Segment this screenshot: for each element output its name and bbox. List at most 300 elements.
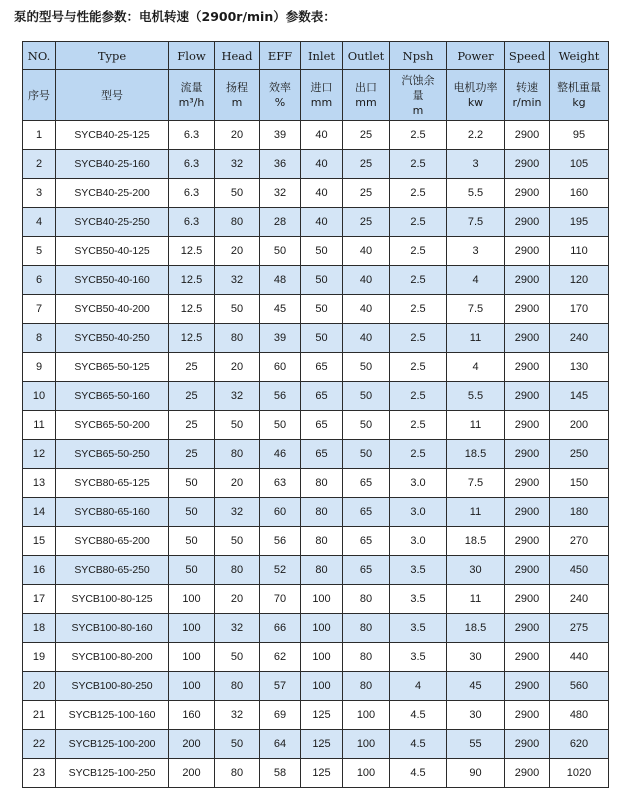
column-header-cn-line: 整机重量 (557, 81, 601, 94)
table-cell: SYCB100-80-250 (56, 672, 169, 701)
table-cell: 50 (301, 237, 343, 266)
table-cell: 23 (23, 759, 56, 788)
table-cell: SYCB80-65-125 (56, 469, 169, 498)
table-cell: 40 (301, 121, 343, 150)
table-cell: SYCB100-80-200 (56, 643, 169, 672)
table-cell: 15 (23, 527, 56, 556)
table-cell: SYCB50-40-250 (56, 324, 169, 353)
column-header-en: Speed (505, 42, 550, 70)
table-cell: 2900 (505, 295, 550, 324)
table-cell: 125 (301, 701, 343, 730)
table-cell: 19 (23, 643, 56, 672)
column-header-en: EFF (260, 42, 301, 70)
table-cell: 450 (550, 556, 609, 585)
table-cell: 56 (260, 527, 301, 556)
table-cell: 58 (260, 759, 301, 788)
table-cell: 39 (260, 324, 301, 353)
column-header-cn-line: 扬程 (226, 81, 248, 94)
table-cell: 50 (343, 440, 390, 469)
table-cell: 4 (447, 353, 505, 382)
table-row (23, 324, 609, 353)
table-cell: 2900 (505, 179, 550, 208)
table-row (23, 759, 609, 788)
table-cell: 2900 (505, 469, 550, 498)
table-cell: 100 (301, 643, 343, 672)
table-cell: 16 (23, 556, 56, 585)
table-row (23, 672, 609, 701)
table-cell: 6.3 (169, 179, 215, 208)
column-header-en: Head (215, 42, 260, 70)
table-cell: 2900 (505, 266, 550, 295)
table-cell: 480 (550, 701, 609, 730)
table-cell: 65 (301, 353, 343, 382)
table-cell: 125 (301, 759, 343, 788)
table-cell: 5.5 (447, 179, 505, 208)
column-header-en: Power (447, 42, 505, 70)
table-cell: 20 (215, 585, 260, 614)
table-cell: 50 (301, 324, 343, 353)
table-cell: SYCB100-80-160 (56, 614, 169, 643)
column-header-en: Inlet (301, 42, 343, 70)
table-cell: 39 (260, 121, 301, 150)
table-cell: 100 (301, 614, 343, 643)
table-cell: 2900 (505, 324, 550, 353)
table-cell: 240 (550, 324, 609, 353)
table-cell: 200 (169, 759, 215, 788)
table-cell: 80 (343, 672, 390, 701)
table-cell: 65 (301, 440, 343, 469)
table-cell: 80 (215, 759, 260, 788)
table-cell: 60 (260, 498, 301, 527)
table-cell: 2.5 (390, 382, 447, 411)
table-cell: 4.5 (390, 701, 447, 730)
table-cell: 4 (390, 672, 447, 701)
table-cell: 3.0 (390, 498, 447, 527)
table-body (23, 121, 609, 788)
table-cell: 3.5 (390, 556, 447, 585)
column-header-cn-line: 转速 (516, 81, 538, 94)
table-row (23, 498, 609, 527)
table-cell: 2.5 (390, 150, 447, 179)
table-cell: 7.5 (447, 469, 505, 498)
page-title: 泵的型号与性能参数：电机转速（2900r/min）参数表： (14, 9, 336, 24)
table-cell: 32 (215, 266, 260, 295)
table-row (23, 208, 609, 237)
table-cell: 10 (23, 382, 56, 411)
table-cell: 48 (260, 266, 301, 295)
table-cell: 50 (260, 237, 301, 266)
table-cell: 80 (301, 556, 343, 585)
column-header-cn-line: 电机功率 (453, 81, 498, 94)
column-header-cn-line: m³/h (178, 96, 205, 109)
table-cell: 80 (301, 469, 343, 498)
table-cell: 50 (215, 643, 260, 672)
column-header-cn (169, 70, 215, 121)
table-cell: 50 (301, 295, 343, 324)
table-cell: 7 (23, 295, 56, 324)
table-cell: 20 (215, 121, 260, 150)
table-cell: 80 (301, 527, 343, 556)
table-cell: 46 (260, 440, 301, 469)
table-cell: 2900 (505, 121, 550, 150)
table-cell: 25 (343, 179, 390, 208)
table-cell: 50 (260, 411, 301, 440)
column-header-cn-line: 进口 (310, 81, 333, 94)
table-cell: 440 (550, 643, 609, 672)
table-cell: SYCB50-40-200 (56, 295, 169, 324)
table-row (23, 701, 609, 730)
table-cell: 2900 (505, 208, 550, 237)
table-cell: 120 (550, 266, 609, 295)
column-header-cn (343, 70, 390, 121)
table-cell: 65 (343, 556, 390, 585)
table-cell: 3.0 (390, 469, 447, 498)
table-cell: 50 (343, 382, 390, 411)
table-cell: 18.5 (447, 527, 505, 556)
table-cell: 80 (343, 614, 390, 643)
column-header-en: Outlet (343, 42, 390, 70)
table-cell: SYCB65-50-125 (56, 353, 169, 382)
table-cell: 50 (169, 469, 215, 498)
table-cell: 32 (215, 498, 260, 527)
table-row (23, 353, 609, 382)
column-header-en: Flow (169, 42, 215, 70)
table-cell: 3 (447, 237, 505, 266)
table-cell: 2.5 (390, 121, 447, 150)
table-cell: 11 (447, 498, 505, 527)
table-cell: 100 (343, 759, 390, 788)
table-cell: 70 (260, 585, 301, 614)
table-cell: 32 (215, 382, 260, 411)
column-header-cn (505, 70, 550, 121)
table-cell: 50 (215, 527, 260, 556)
table-cell: 105 (550, 150, 609, 179)
table-cell: 32 (260, 179, 301, 208)
table-cell: 11 (447, 324, 505, 353)
table-cell: SYCB80-65-160 (56, 498, 169, 527)
column-header-cn (447, 70, 505, 121)
table-cell: 25 (169, 440, 215, 469)
table-cell: 200 (550, 411, 609, 440)
table-cell: 3 (447, 150, 505, 179)
table-cell: 30 (447, 701, 505, 730)
table-cell: 4.5 (390, 730, 447, 759)
table-cell: 12 (23, 440, 56, 469)
table-cell: 50 (215, 179, 260, 208)
table-cell: 40 (301, 179, 343, 208)
table-cell: 28 (260, 208, 301, 237)
table-cell: 12.5 (169, 237, 215, 266)
table-cell: 6 (23, 266, 56, 295)
table-cell: SYCB100-80-125 (56, 585, 169, 614)
table-cell: 2.5 (390, 266, 447, 295)
table-row (23, 150, 609, 179)
table-cell: 64 (260, 730, 301, 759)
table-cell: 52 (260, 556, 301, 585)
table-cell: 18.5 (447, 614, 505, 643)
pump-spec-table (22, 41, 609, 788)
table-cell: 50 (215, 411, 260, 440)
table-cell: 2900 (505, 440, 550, 469)
table-cell: SYCB50-40-160 (56, 266, 169, 295)
table-cell: 100 (169, 614, 215, 643)
table-cell: 130 (550, 353, 609, 382)
table-cell: 2900 (505, 614, 550, 643)
column-header-cn-line: 汽蚀余 (401, 73, 435, 87)
table-cell: 65 (301, 382, 343, 411)
table-cell: 40 (301, 208, 343, 237)
table-cell: 2900 (505, 150, 550, 179)
column-header-cn (56, 70, 169, 121)
table-cell: 9 (23, 353, 56, 382)
table-cell: 3.5 (390, 614, 447, 643)
table-cell: 80 (215, 672, 260, 701)
table-cell: SYCB40-25-200 (56, 179, 169, 208)
table-cell: 6.3 (169, 150, 215, 179)
column-header-cn-line: m (412, 103, 424, 117)
column-header-en: Npsh (390, 42, 447, 70)
table-cell: 11 (447, 585, 505, 614)
table-cell: 50 (215, 295, 260, 324)
table-cell: 100 (169, 585, 215, 614)
table-cell: 2900 (505, 237, 550, 266)
table-row (23, 730, 609, 759)
table-row (23, 527, 609, 556)
table-row (23, 411, 609, 440)
table-cell: 560 (550, 672, 609, 701)
table-cell: 25 (169, 353, 215, 382)
table-cell: 2900 (505, 527, 550, 556)
table-cell: 11 (23, 411, 56, 440)
table-cell: SYCB65-50-160 (56, 382, 169, 411)
table-cell: 12.5 (169, 295, 215, 324)
column-header-cn-line: r/min (512, 96, 542, 109)
table-cell: 4 (447, 266, 505, 295)
column-header-cn-line: 序号 (28, 88, 50, 102)
table-cell: 270 (550, 527, 609, 556)
table-cell: 21 (23, 701, 56, 730)
column-header-cn (260, 70, 301, 121)
table-row (23, 469, 609, 498)
table-cell: 63 (260, 469, 301, 498)
table-cell: 150 (550, 469, 609, 498)
table-cell: SYCB40-25-250 (56, 208, 169, 237)
table-cell: 3 (23, 179, 56, 208)
table-cell: 275 (550, 614, 609, 643)
table-cell: 100 (169, 643, 215, 672)
table-cell: 6.3 (169, 121, 215, 150)
table-row (23, 614, 609, 643)
table-cell: 160 (169, 701, 215, 730)
header-row-chinese (23, 70, 609, 121)
table-cell: 45 (447, 672, 505, 701)
table-cell: 7.5 (447, 208, 505, 237)
table-cell: 100 (343, 701, 390, 730)
table-cell: 50 (301, 266, 343, 295)
table-cell: 25 (169, 382, 215, 411)
table-cell: 7.5 (447, 295, 505, 324)
table-cell: 69 (260, 701, 301, 730)
table-cell: 80 (343, 585, 390, 614)
table-cell: 32 (215, 701, 260, 730)
column-header-cn-line: mm (355, 96, 377, 109)
table-cell: 13 (23, 469, 56, 498)
table-cell: SYCB40-25-160 (56, 150, 169, 179)
table-cell: 25 (343, 121, 390, 150)
table-row (23, 556, 609, 585)
table-cell: SYCB80-65-250 (56, 556, 169, 585)
table-cell: 2900 (505, 730, 550, 759)
table-cell: 11 (447, 411, 505, 440)
table-cell: 2900 (505, 382, 550, 411)
table-cell: 2.5 (390, 411, 447, 440)
table-cell: SYCB65-50-200 (56, 411, 169, 440)
table-cell: 20 (215, 353, 260, 382)
table-row (23, 295, 609, 324)
column-header-cn-line: 效率 (269, 81, 291, 94)
table-cell: 80 (215, 440, 260, 469)
table-cell: 3.5 (390, 585, 447, 614)
table-cell: 60 (260, 353, 301, 382)
table-cell: 100 (343, 730, 390, 759)
table-row (23, 382, 609, 411)
table-cell: 2900 (505, 672, 550, 701)
column-header-en: Weight (550, 42, 609, 70)
column-header-cn-line: 出口 (355, 81, 377, 94)
table-cell: 100 (301, 585, 343, 614)
table-cell: 20 (215, 237, 260, 266)
table-cell: 30 (447, 643, 505, 672)
table-cell: 2 (23, 150, 56, 179)
table-cell: 30 (447, 556, 505, 585)
table-cell: 50 (169, 498, 215, 527)
table-cell: 6.3 (169, 208, 215, 237)
table-cell: 2.5 (390, 237, 447, 266)
table-cell: 2900 (505, 701, 550, 730)
table-cell: 50 (215, 730, 260, 759)
table-row (23, 643, 609, 672)
table-cell: 145 (550, 382, 609, 411)
column-header-cn (23, 70, 56, 121)
column-header-en: NO. (23, 42, 56, 70)
table-cell: 110 (550, 237, 609, 266)
table-cell: 195 (550, 208, 609, 237)
column-header-cn-line: 流量 (180, 81, 203, 94)
table-cell: 4 (23, 208, 56, 237)
header-row-english (23, 42, 609, 70)
table-cell: 56 (260, 382, 301, 411)
table-cell: 55 (447, 730, 505, 759)
column-header-cn-line: kg (572, 96, 586, 109)
table-cell: 25 (343, 150, 390, 179)
table-cell: 2900 (505, 556, 550, 585)
column-header-cn (215, 70, 260, 121)
table-row (23, 585, 609, 614)
table-cell: 25 (343, 208, 390, 237)
table-cell: 22 (23, 730, 56, 759)
table-cell: 2.5 (390, 440, 447, 469)
table-cell: 80 (343, 643, 390, 672)
table-cell: 1020 (550, 759, 609, 788)
table-cell: 80 (215, 556, 260, 585)
table-cell: 170 (550, 295, 609, 324)
table-cell: 18.5 (447, 440, 505, 469)
table-cell: SYCB65-50-250 (56, 440, 169, 469)
table-cell: 12.5 (169, 324, 215, 353)
table-cell: 50 (343, 353, 390, 382)
table-cell: 620 (550, 730, 609, 759)
table-cell: 1 (23, 121, 56, 150)
table-cell: 32 (215, 150, 260, 179)
table-cell: 2900 (505, 585, 550, 614)
table-cell: 200 (169, 730, 215, 759)
column-header-cn-line: mm (310, 96, 333, 109)
table-cell: 20 (23, 672, 56, 701)
table-cell: 8 (23, 324, 56, 353)
table-cell: 65 (343, 498, 390, 527)
table-cell: 50 (169, 527, 215, 556)
table-row (23, 237, 609, 266)
table-cell: 180 (550, 498, 609, 527)
table-cell: SYCB40-25-125 (56, 121, 169, 150)
table-cell: 66 (260, 614, 301, 643)
table-row (23, 179, 609, 208)
table-cell: 40 (343, 295, 390, 324)
table-cell: 250 (550, 440, 609, 469)
table-cell: 45 (260, 295, 301, 324)
table-cell: 40 (343, 266, 390, 295)
table-cell: 4.5 (390, 759, 447, 788)
table-cell: 65 (343, 527, 390, 556)
table-cell: 80 (215, 324, 260, 353)
table-cell: SYCB125-100-250 (56, 759, 169, 788)
table-cell: 40 (343, 324, 390, 353)
column-header-en: Type (56, 42, 169, 70)
column-header-cn (550, 70, 609, 121)
table-cell: 65 (343, 469, 390, 498)
column-header-cn-line: % (274, 96, 286, 109)
table-cell: 80 (301, 498, 343, 527)
table-cell: 5 (23, 237, 56, 266)
table-cell: 20 (215, 469, 260, 498)
table-cell: 12.5 (169, 266, 215, 295)
table-cell: 40 (301, 150, 343, 179)
column-header-cn-line: 量 (412, 88, 424, 102)
table-cell: 100 (301, 672, 343, 701)
table-cell: 80 (215, 208, 260, 237)
table-cell: 62 (260, 643, 301, 672)
table-cell: SYCB50-40-125 (56, 237, 169, 266)
column-header-cn (390, 70, 447, 121)
table-cell: 40 (343, 237, 390, 266)
table-cell: SYCB80-65-200 (56, 527, 169, 556)
table-cell: 2.5 (390, 179, 447, 208)
table-cell: 3.0 (390, 527, 447, 556)
table-cell: 50 (343, 411, 390, 440)
table-cell: 2900 (505, 759, 550, 788)
table-cell: 50 (169, 556, 215, 585)
table-cell: 32 (215, 614, 260, 643)
table-cell: 90 (447, 759, 505, 788)
table-cell: 25 (169, 411, 215, 440)
table-cell: 160 (550, 179, 609, 208)
table-cell: 36 (260, 150, 301, 179)
table-cell: 57 (260, 672, 301, 701)
table-cell: 2.5 (390, 324, 447, 353)
table-cell: SYCB125-100-200 (56, 730, 169, 759)
column-header-cn (301, 70, 343, 121)
table-cell: SYCB125-100-160 (56, 701, 169, 730)
